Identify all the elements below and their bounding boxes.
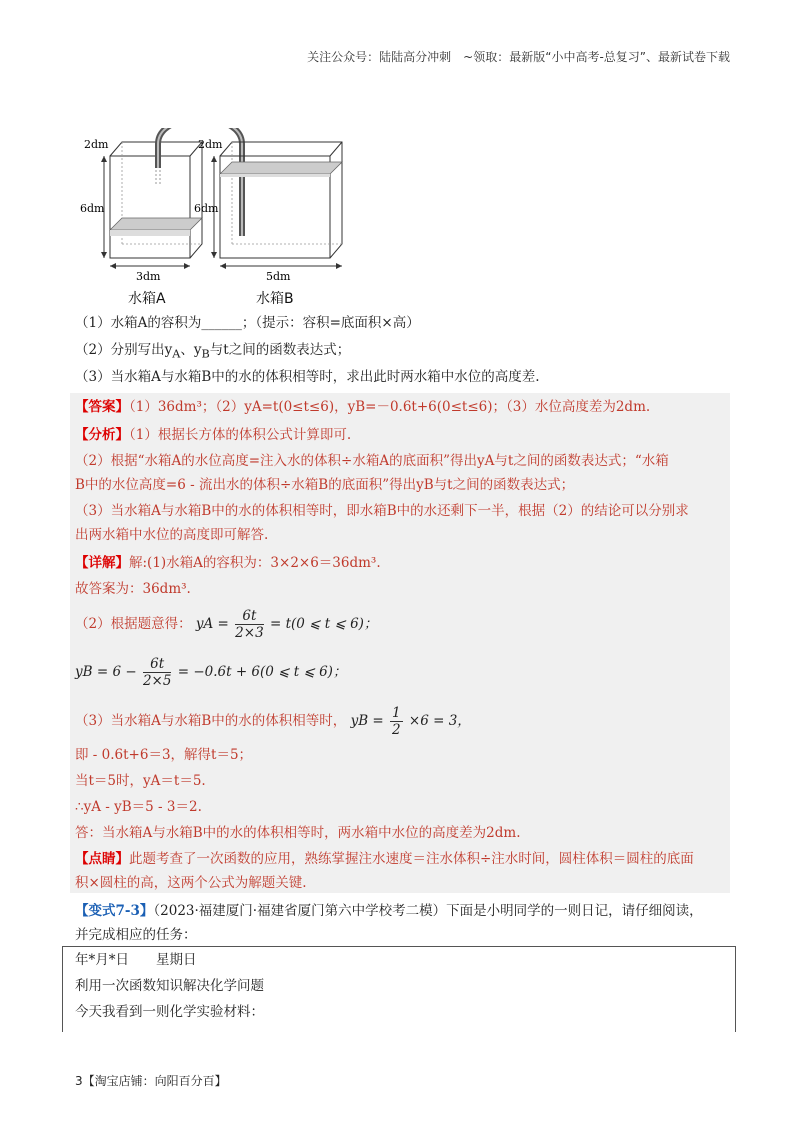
- q2-end: 与t之间的函数表达式；: [209, 342, 351, 358]
- detail-line-9: 答：当水箱A与水箱B中的水的体积相等时，两水箱中水位的高度差为2dm.: [75, 825, 521, 841]
- tank-b-width-dim: 5dm: [266, 270, 291, 283]
- tank-b-label: 水箱B: [256, 291, 294, 307]
- tank-a-label: 水箱A: [128, 291, 166, 307]
- diary-box: [62, 946, 736, 1032]
- answer-text: （1）36dm³；（2）yA=t(0≤t≤6)，yB=－0.6t+6(0≤t≤6)；（3）水位高度差为2dm.: [129, 399, 651, 415]
- answer-line: [75, 396, 735, 418]
- analysis-line-1: 【分析】（1）根据长方体的体积公式计算即可.: [75, 427, 352, 443]
- question-2: [75, 339, 735, 366]
- diary-row-1: 年*月*日 星期日: [75, 952, 197, 968]
- variant-tag: 【变式7-3】: [75, 903, 154, 919]
- detail-line-8: ∴yA - yB＝5 - 3＝2.: [75, 799, 202, 815]
- detail-line-7: 当t＝5时，yA＝t＝5.: [75, 773, 206, 789]
- detail-line-5: （3）当水箱A与水箱B中的水的体积相等时， yB = $\frac{1}{2}$ ×6 = 3，: [75, 705, 471, 738]
- detail-line-4: yB = 6 − $\frac{6t}{2\times 5}$ = −0.6t + 6(0 ⩽ t ⩽ 6)；: [75, 656, 347, 689]
- analysis-line-5: 出两水箱中水位的高度即可解答.: [75, 527, 269, 543]
- tank-a-height-dim: 6dm: [80, 202, 105, 215]
- detail-line-1: 【详解】解:(1)水箱A的容积为：3×2×6＝36dm³.: [75, 555, 381, 571]
- diary-row-3: 今天我看到一则化学实验材料：: [75, 1004, 264, 1020]
- page-footer: 3【淘宝店铺：向阳百分百】: [75, 1074, 227, 1088]
- comment-line-2: 积×圆柱的高，这两个公式为解题关键.: [75, 875, 307, 891]
- question-1: （1）水箱A的容积为______；（提示：容积=底面积×高）: [75, 315, 420, 331]
- detail-line-6: 即 - 0.6t+6＝3，解得t＝5；: [75, 747, 253, 763]
- tank-b-drawing: [211, 142, 342, 269]
- detail-tag: 【详解】: [75, 555, 129, 571]
- diary-row-2: 利用一次函数知识解决化学问题: [75, 978, 264, 994]
- question-3: （3）当水箱A与水箱B中的水的体积相等时，求出此时两水箱中水位的高度差.: [75, 369, 540, 385]
- analysis-line-2: （2）根据“水箱A的水位高度=注入水的体积÷水箱A的底面积”得出yA与t之间的函数表达式；“水箱: [75, 453, 669, 469]
- q2-mid: 、y: [180, 342, 202, 358]
- q2-sub-a: A: [172, 347, 181, 361]
- answer-tag: 【答案】: [75, 399, 129, 415]
- q2-sub-b: B: [201, 347, 210, 361]
- comment-line-1: 【点睛】此题考查了一次函数的应用，熟练掌握注水速度＝注水体积÷注水时间，圆柱体积＝圆柱的底面: [75, 851, 694, 867]
- analysis-line-3: B中的水位高度=6 - 流出水的体积÷水箱B的底面积”得出yB与t之间的函数表达式；: [75, 477, 575, 493]
- tank-a-drawing: [101, 142, 202, 269]
- detail-line-2: 故答案为：36dm³.: [75, 581, 191, 597]
- tank-b-top-dim: 2dm: [198, 138, 223, 151]
- tank-b-height-dim: 6dm: [194, 202, 219, 215]
- comment-tag: 【点睛】: [75, 851, 129, 867]
- tank-a-top-dim: 2dm: [84, 138, 109, 151]
- analysis-line-4: （3）当水箱A与水箱B中的水的体积相等时，即水箱B中的水还剩下一半，根据（2）的结论可以分别求: [75, 503, 689, 519]
- variant-line-1: 【变式7-3】（2023·福建厦门·福建省厦门第六中学校考二模）下面是小明同学的一则日记，请仔细阅读，: [75, 903, 703, 919]
- analysis-tag: 【分析】: [75, 427, 129, 443]
- water-tank-figure: [80, 128, 370, 308]
- detail-line-3: （2）根据题意得： yA = $\frac{6t}{2\times 3}$ = t(0 ⩽ t ⩽ 6)；: [75, 608, 378, 641]
- q2-start: （2）分别写出y: [75, 342, 173, 358]
- variant-line-2: 并完成相应的任务：: [75, 927, 197, 943]
- tank-a-width-dim: 3dm: [136, 270, 161, 283]
- page-header: 关注公众号：陆陆高分冲刺 ~领取：最新版“小中高考-总复习”、最新试卷下载: [307, 50, 730, 64]
